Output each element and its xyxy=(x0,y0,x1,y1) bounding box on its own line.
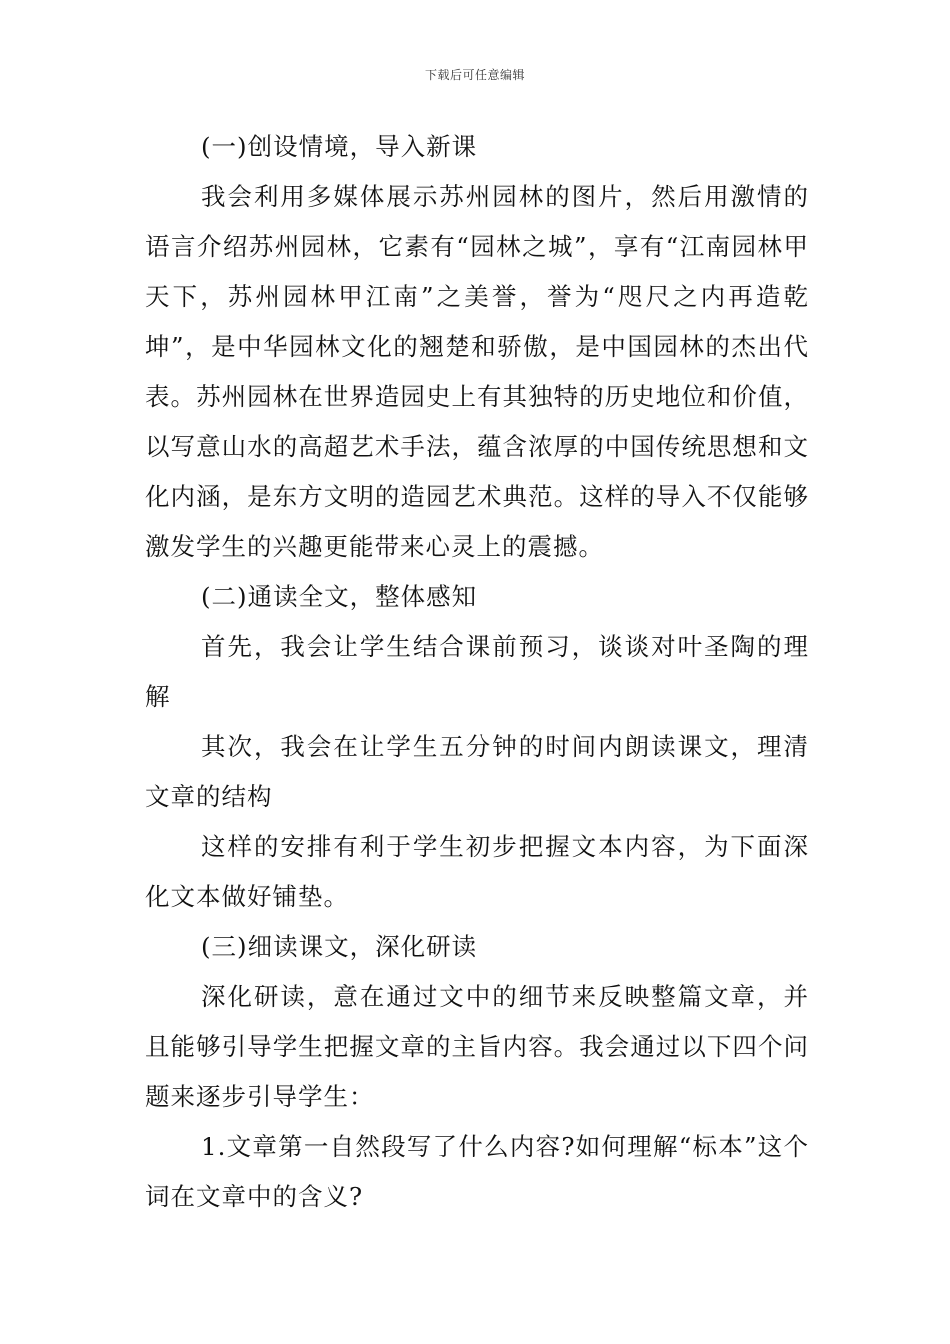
body-paragraph-second: 其次，我会在让学生五分钟的时间内朗读课文，理清文章的结构 xyxy=(145,732,809,811)
body-paragraph-intro: 我会利用多媒体展示苏州园林的图片，然后用激情的语言介绍苏州园林，它素有“园林之城”，享有“江南园林甲天下，苏州园林甲江南”之美誉，誉为“咫尺之内再造乾坤”，是中华园林文化的翘楚和骄傲，是中国园林的杰出代表。苏州园林在世界造园史上有其独特的历史地位和价值，以写意山水的高超艺术手法，蕴含浓厚的中国传统思想和文化内涵，是东方文明的造园艺术典范。这样的导入不仅能够激发学生的兴趣更能带来心灵上的震撼。 xyxy=(145,182,809,561)
body-paragraph-arrangement: 这样的安排有利于学生初步把握文本内容，为下面深化文本做好铺垫。 xyxy=(145,832,809,911)
header-note: 下载后可任意编辑 xyxy=(424,68,525,82)
body-paragraph-deep-reading: 深化研读，意在通过文中的细节来反映整篇文章，并且能够引导学生把握文章的主旨内容。我会通过以下四个问题来逐步引导学生： xyxy=(145,982,809,1111)
body-paragraph-first: 首先，我会让学生结合课前预习，谈谈对叶圣陶的理解 xyxy=(145,632,809,711)
section-heading-1: (一)创设情境，导入新课 xyxy=(201,132,478,161)
question-item-1: 1.文章第一自然段写了什么内容?如何理解“标本”这个词在文章中的含义? xyxy=(145,1132,809,1211)
section-heading-2: (二)通读全文，整体感知 xyxy=(201,582,478,611)
section-heading-3: (三)细读课文，深化研读 xyxy=(201,932,478,961)
document-body xyxy=(145,122,809,1222)
